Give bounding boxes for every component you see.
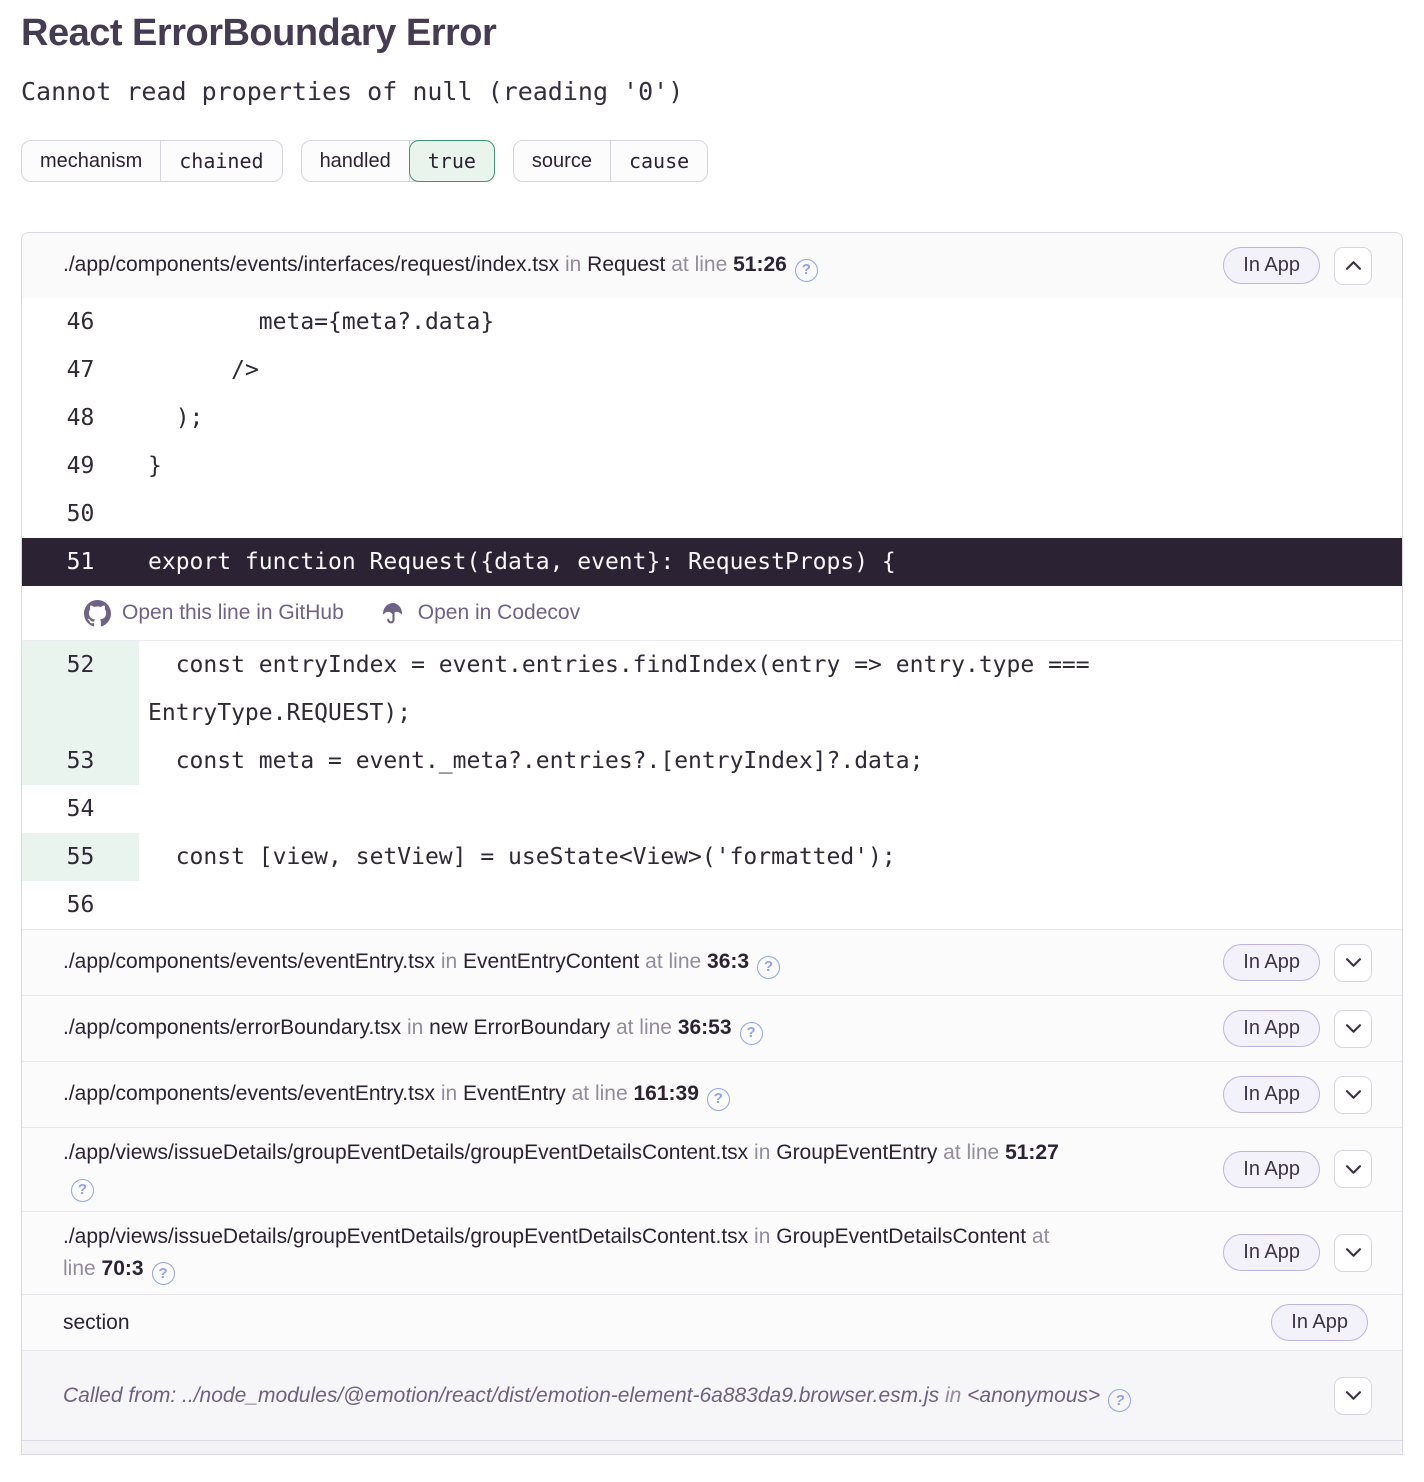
frame-atline-label: at line (571, 1082, 628, 1106)
chevron-down-icon (1346, 958, 1361, 967)
stack-frame-groupevententry[interactable] (22, 1127, 1402, 1211)
tag-value: cause (628, 149, 690, 173)
tag-value-highlighted: true (409, 140, 495, 182)
source-context (22, 298, 1402, 929)
frame-controls (1223, 1234, 1372, 1272)
collapse-frame-button[interactable] (1334, 247, 1372, 285)
tag-key: mechanism (22, 141, 161, 181)
frame-file-path: ./app/views/issueDetails/groupEventDetails/groupEventDetailsContent.tsx (63, 1141, 749, 1164)
next-frame-partial-row[interactable] (22, 1440, 1402, 1454)
code-line (22, 833, 1402, 881)
help-icon[interactable]: ? (707, 1088, 730, 1111)
called-from-frame[interactable] (22, 1350, 1402, 1440)
frame-line-number: 70:3 (101, 1256, 144, 1280)
expand-frame-button[interactable] (1334, 1377, 1372, 1415)
code-line (22, 785, 1402, 833)
frame-in-label: in (754, 1141, 771, 1164)
page-title: React ErrorBoundary Error (21, 12, 497, 54)
chevron-up-icon (1346, 261, 1361, 270)
frame-in-label: in (754, 1224, 771, 1248)
frame-in-label: in (406, 1016, 424, 1040)
frame-file-path: ./app/components/errorBoundary.tsx (63, 1016, 402, 1040)
section-frame-label: section (63, 1310, 130, 1334)
expand-frame-button[interactable] (1334, 1234, 1372, 1272)
tag-pill-handled (301, 140, 495, 182)
tag-pill-mechanism (21, 140, 283, 182)
line-number-gutter-highlight: 52 (22, 641, 139, 737)
help-icon[interactable]: ? (757, 956, 780, 979)
called-from-path: ../node_modules/@emotion/react/dist/emotion-element-6a883da9.browser.esm.js (182, 1384, 940, 1407)
in-app-badge: In App (1223, 1076, 1320, 1113)
frame-line-number: 36:53 (677, 1016, 732, 1040)
frame-line-number: 51:27 (1005, 1141, 1059, 1164)
tag-key: source (514, 141, 611, 181)
frame-controls (1223, 247, 1372, 285)
code-text: const meta = event._meta?.entries?.[entryIndex]?.data; (148, 748, 924, 774)
in-app-badge: In App (1223, 1234, 1320, 1271)
frame-function-name: Request (587, 253, 666, 277)
frame-controls (1334, 1377, 1372, 1415)
open-in-github-link[interactable] (84, 600, 344, 627)
tag-value: chained (179, 149, 264, 173)
frame-file-path: ./app/components/events/interfaces/request/index.tsx (63, 253, 560, 277)
frame-in-label: in (440, 1082, 458, 1106)
frame-title (63, 1012, 763, 1045)
frame-file-path: ./app/components/events/eventEntry.tsx (63, 950, 435, 974)
code-text: } (148, 453, 162, 479)
code-text: /> (148, 357, 259, 383)
code-line (22, 881, 1402, 929)
line-number-gutter: 56 (66, 892, 95, 918)
code-line (22, 394, 1402, 442)
in-app-badge: In App (1223, 1010, 1320, 1047)
code-actions-row (22, 586, 1402, 641)
stack-frame-evententry[interactable] (22, 1061, 1402, 1127)
called-from-function: <anonymous> (967, 1384, 1101, 1407)
code-line (22, 346, 1402, 394)
expand-frame-button[interactable] (1334, 944, 1372, 982)
frame-function-name: new ErrorBoundary (429, 1016, 611, 1040)
called-from-in-label: in (939, 1384, 968, 1407)
expand-frame-button[interactable] (1334, 1076, 1372, 1114)
line-number-gutter-highlight: 55 (22, 833, 139, 881)
chevron-down-icon (1346, 1248, 1361, 1257)
chevron-down-icon (1346, 1090, 1361, 1099)
code-line (22, 442, 1402, 490)
line-number-gutter: 46 (66, 309, 95, 335)
frame-line-number: 161:39 (633, 1082, 699, 1106)
code-line (22, 641, 1402, 737)
github-icon (84, 600, 111, 627)
frame-file-path: ./app/components/events/eventEntry.tsx (63, 1082, 435, 1106)
help-icon[interactable]: ? (152, 1262, 175, 1285)
expand-frame-button[interactable] (1334, 1010, 1372, 1048)
line-number-gutter: 48 (66, 405, 95, 431)
frame-title (63, 1078, 730, 1111)
frame-function-name: EventEntry (463, 1082, 566, 1106)
help-icon[interactable]: ? (1108, 1389, 1131, 1412)
code-text: meta={meta?.data} (148, 309, 495, 335)
frame-atline-label: at line (671, 253, 728, 277)
in-app-badge: In App (1223, 944, 1320, 981)
frame-title (63, 249, 818, 282)
code-text: const [view, setView] = useState<View>('formatted'); (148, 844, 896, 870)
frame-controls (1223, 1150, 1372, 1188)
error-message: Cannot read properties of null (reading '0') (21, 77, 684, 106)
tag-pill-row (21, 140, 1403, 182)
frame-function-name: GroupEventDetailsContent (776, 1224, 1027, 1248)
line-number-gutter: 51 (66, 549, 95, 575)
stack-frame-request[interactable] (22, 233, 1402, 298)
chevron-down-icon (1346, 1024, 1361, 1033)
frame-controls (1223, 1076, 1372, 1114)
code-text: ); (148, 405, 204, 431)
stack-frame-groupeventdetailscontent[interactable] (22, 1211, 1402, 1295)
frame-atline-label: at line (645, 950, 702, 974)
frame-atline-label: at line (615, 1016, 672, 1040)
stack-frame-section[interactable] (22, 1294, 1402, 1350)
frame-function-name: EventEntryContent (463, 950, 640, 974)
line-number-gutter-highlight: 53 (22, 737, 139, 785)
code-line-active (22, 538, 1402, 586)
frame-line-number: 36:3 (707, 950, 750, 974)
code-line (22, 298, 1402, 346)
frame-controls (1223, 1010, 1372, 1048)
code-line (22, 737, 1402, 785)
in-app-badge: In App (1271, 1304, 1368, 1341)
in-app-badge: In App (1223, 247, 1320, 284)
frame-title (63, 1221, 1083, 1286)
tag-key: handled (302, 141, 410, 181)
line-number-gutter: 50 (66, 501, 95, 527)
help-icon[interactable]: ? (740, 1022, 763, 1045)
frame-function-name: GroupEventEntry (776, 1141, 938, 1164)
code-text (139, 785, 1402, 833)
frame-title (63, 946, 780, 979)
called-from-text (63, 1379, 1131, 1412)
frame-in-label: in (564, 253, 582, 277)
code-text: const entryIndex = event.entries.findIndex(entry => entry.type === EntryType.REQUEST); (148, 652, 1104, 726)
stack-frame-evententrycontent[interactable] (22, 929, 1402, 995)
open-in-codecov-link[interactable] (380, 600, 580, 627)
help-icon[interactable]: ? (795, 259, 818, 282)
expand-frame-button[interactable] (1334, 1150, 1372, 1188)
frame-in-label: in (440, 950, 458, 974)
codecov-link-label: Open in Codecov (417, 601, 581, 624)
code-line (22, 490, 1402, 538)
tag-pill-source (513, 140, 708, 182)
frame-title (63, 1137, 1083, 1202)
code-text: export function Request({data, event}: RequestProps) { (148, 549, 896, 575)
line-number-gutter: 54 (66, 796, 95, 822)
chevron-down-icon (1346, 1165, 1361, 1174)
frame-file-path: ./app/views/issueDetails/groupEventDetails/groupEventDetailsContent.tsx (63, 1224, 749, 1248)
chevron-down-icon (1346, 1391, 1361, 1400)
github-link-label: Open this line in GitHub (122, 601, 344, 624)
code-text (139, 490, 1402, 538)
in-app-badge: In App (1223, 1151, 1320, 1188)
frame-atline-label: at line (63, 1224, 1050, 1280)
code-text (139, 881, 1402, 929)
line-number-gutter: 49 (66, 453, 95, 479)
stack-trace-panel (21, 232, 1403, 1455)
stack-frame-errorboundary[interactable] (22, 995, 1402, 1061)
frame-controls (1223, 944, 1372, 982)
codecov-icon (380, 600, 407, 627)
frame-controls (1271, 1304, 1368, 1341)
frame-atline-label: at line (943, 1141, 1000, 1164)
called-from-prefix: Called from: (63, 1384, 183, 1407)
line-number-gutter: 47 (66, 357, 95, 383)
frame-line-number: 51:26 (733, 253, 787, 277)
help-icon[interactable]: ? (71, 1179, 94, 1202)
